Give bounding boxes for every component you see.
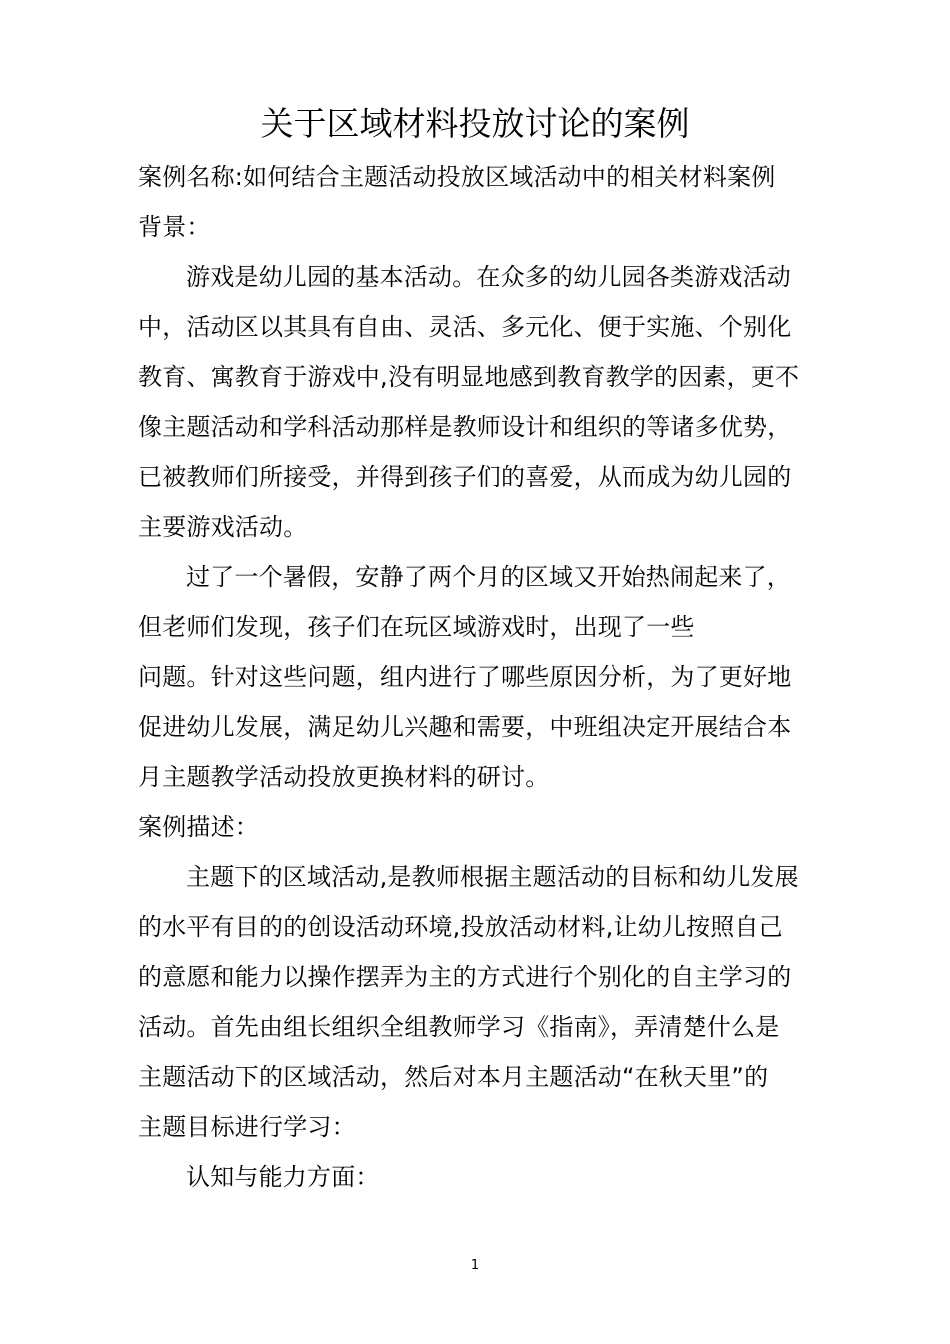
paragraph-line: 中，活动区以其具有自由、灵活、多元化、便于实施、个别化	[138, 313, 792, 341]
page-number: 1	[470, 1258, 480, 1273]
paragraph-line: 教育、寓教育于游戏中,没有明显地感到教育教学的因素，更不	[138, 363, 800, 391]
paragraph-line: 像主题活动和学科活动那样是教师设计和组织的等诸多优势，	[138, 413, 792, 441]
paragraph-line: 促进幼儿发展，满足幼儿兴趣和需要，中班组决定开展结合本	[138, 713, 792, 741]
paragraph-line: 主题目标进行学习：	[138, 1113, 356, 1141]
paragraph-line: 问题。针对这些问题，组内进行了哪些原因分析，为了更好地	[138, 663, 792, 691]
paragraph-line: 但老师们发现，孩子们在玩区域游戏时，出现了一些	[138, 613, 695, 641]
document-title: 关于区域材料投放讨论的案例	[260, 104, 690, 143]
paragraph-line: 游戏是幼儿园的基本活动。在众多的幼儿园各类游戏活动	[186, 263, 791, 291]
paragraph-line: 活动。首先由组长组织全组教师学习《指南》，弄清楚什么是	[138, 1013, 780, 1041]
paragraph-line: 已被教师们所接受，并得到孩子们的喜爱，从而成为幼儿园的	[138, 463, 792, 491]
paragraph-line: 月主题教学活动投放更换材料的研讨。	[138, 763, 550, 791]
case-description-heading: 案例描述：	[138, 813, 259, 841]
paragraph-line: 主题活动下的区域活动，然后对本月主题活动“在秋天里”的	[138, 1063, 769, 1091]
paragraph-line: 的意愿和能力以操作摆弄为主的方式进行个别化的自主学习的	[138, 963, 792, 991]
paragraph-line: 的水平有目的的创设活动环境,投放活动材料,让幼儿按照自己	[138, 913, 783, 941]
subheading-line: 认知与能力方面：	[186, 1163, 380, 1191]
paragraph-line: 过了一个暑假，安静了两个月的区域又开始热闹起来了，	[186, 563, 791, 591]
paragraph-line: 主题下的区域活动,是教师根据主题活动的目标和幼儿发展	[186, 863, 799, 891]
paragraph-line: 主要游戏活动。	[138, 513, 308, 541]
case-name-line: 案例名称:如何结合主题活动投放区域活动中的相关材料案例	[138, 163, 776, 191]
background-heading: 背景：	[138, 213, 211, 241]
